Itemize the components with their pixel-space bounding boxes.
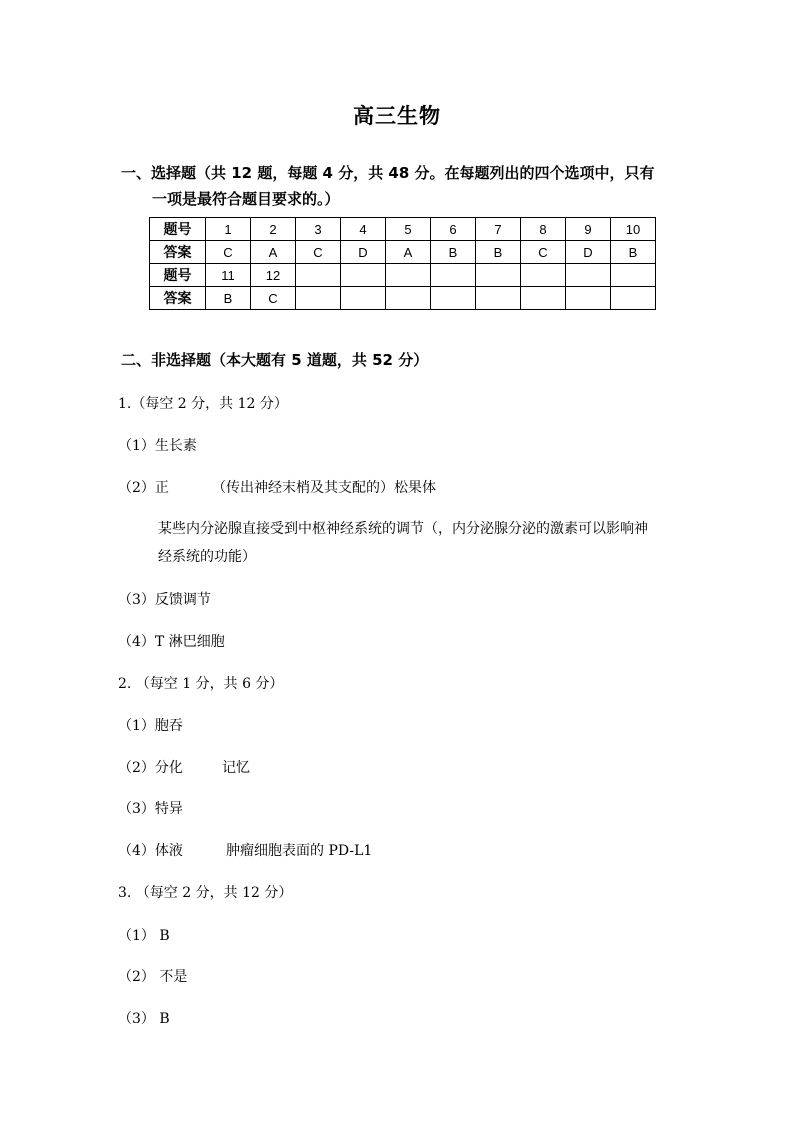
answer-cell: C	[251, 287, 296, 310]
answer-cell	[386, 287, 431, 310]
answer-cell: B	[611, 241, 656, 264]
question-number-cell	[386, 264, 431, 287]
answer-cell	[296, 287, 341, 310]
question-number-cell: 8	[521, 218, 566, 241]
table-row	[150, 241, 656, 264]
answer-cell	[611, 287, 656, 310]
answer-cell: D	[566, 241, 611, 264]
question-number-cell: 10	[611, 218, 656, 241]
q3-header: 3. （每空 2 分，共 12 分）	[118, 885, 293, 901]
answer-cell: B	[431, 241, 476, 264]
question-number-cell	[521, 264, 566, 287]
table-row	[150, 287, 656, 310]
q2-answer-4-part1: （4）体液	[118, 843, 183, 859]
q1-answer-2-note-line1: 某些内分泌腺直接受到中枢神经系统的调节（，内分泌腺分泌的激素可以影响神	[158, 521, 648, 537]
question-number-cell: 12	[251, 264, 296, 287]
question-number-cell	[476, 264, 521, 287]
question-number-cell: 5	[386, 218, 431, 241]
question-number-cell: 9	[566, 218, 611, 241]
answer-cell: B	[476, 241, 521, 264]
q1-answer-3: （3）反馈调节	[118, 592, 211, 608]
question-number-cell: 1	[206, 218, 251, 241]
q2-answer-4-part2: 肿瘤细胞表面的 PD-L1	[226, 843, 373, 859]
question-number-cell: 7	[476, 218, 521, 241]
q1-header: 1.（每空 2 分，共 12 分）	[118, 396, 288, 412]
section2-heading: 二、非选择题（本大题有 5 道题，共 52 分）	[121, 351, 429, 369]
question-number-cell	[341, 264, 386, 287]
question-number-cell	[296, 264, 341, 287]
answer-cell: C	[206, 241, 251, 264]
section1-heading-line1: 一、选择题（共 12 题，每题 4 分，共 48 分。在每题列出的四个选项中，只有	[121, 164, 655, 182]
answer-cell: B	[206, 287, 251, 310]
answer-cell	[476, 287, 521, 310]
answer-cell	[431, 287, 476, 310]
q2-header: 2. （每空 1 分，共 6 分）	[118, 676, 284, 692]
page-title: 高三生物	[353, 104, 441, 128]
answer-cell	[341, 287, 386, 310]
answer-cell: D	[341, 241, 386, 264]
answer-cell: A	[386, 241, 431, 264]
answer-cell	[521, 287, 566, 310]
q1-answer-4: （4）T 淋巴细胞	[118, 634, 225, 650]
row-header: 题号	[150, 264, 206, 287]
question-number-cell	[566, 264, 611, 287]
question-number-cell	[431, 264, 476, 287]
answer-cell: C	[521, 241, 566, 264]
question-number-cell	[611, 264, 656, 287]
row-header: 答案	[150, 241, 206, 264]
q3-answer-1: （1） B	[118, 928, 170, 944]
answer-cell: C	[296, 241, 341, 264]
answer-cell: A	[251, 241, 296, 264]
q1-answer-1: （1）生长素	[118, 438, 197, 454]
section1-heading-line2: 一项是最符合题目要求的。）	[152, 190, 340, 208]
question-number-cell: 3	[296, 218, 341, 241]
table-row	[150, 264, 656, 287]
row-header: 题号	[150, 218, 206, 241]
question-number-cell: 11	[206, 264, 251, 287]
q3-answer-2: （2） 不是	[118, 969, 188, 985]
question-number-cell: 4	[341, 218, 386, 241]
row-header: 答案	[150, 287, 206, 310]
answer-cell	[566, 287, 611, 310]
question-number-cell: 6	[431, 218, 476, 241]
answer-table	[149, 217, 656, 310]
q1-answer-2-part1: （2）正	[118, 480, 169, 496]
q1-answer-2-part2: （传出神经末梢及其支配的）松果体	[212, 480, 436, 496]
q3-answer-3: （3） B	[118, 1011, 170, 1027]
q1-answer-2-note-line2: 经系统的功能）	[158, 549, 256, 565]
question-number-cell: 2	[251, 218, 296, 241]
q2-answer-3: （3）特异	[118, 801, 183, 817]
q2-answer-2-part1: （2）分化	[118, 760, 183, 776]
q2-answer-2-part2: 记忆	[222, 760, 250, 776]
q2-answer-1: （1）胞吞	[118, 718, 183, 734]
table-row	[150, 218, 656, 241]
